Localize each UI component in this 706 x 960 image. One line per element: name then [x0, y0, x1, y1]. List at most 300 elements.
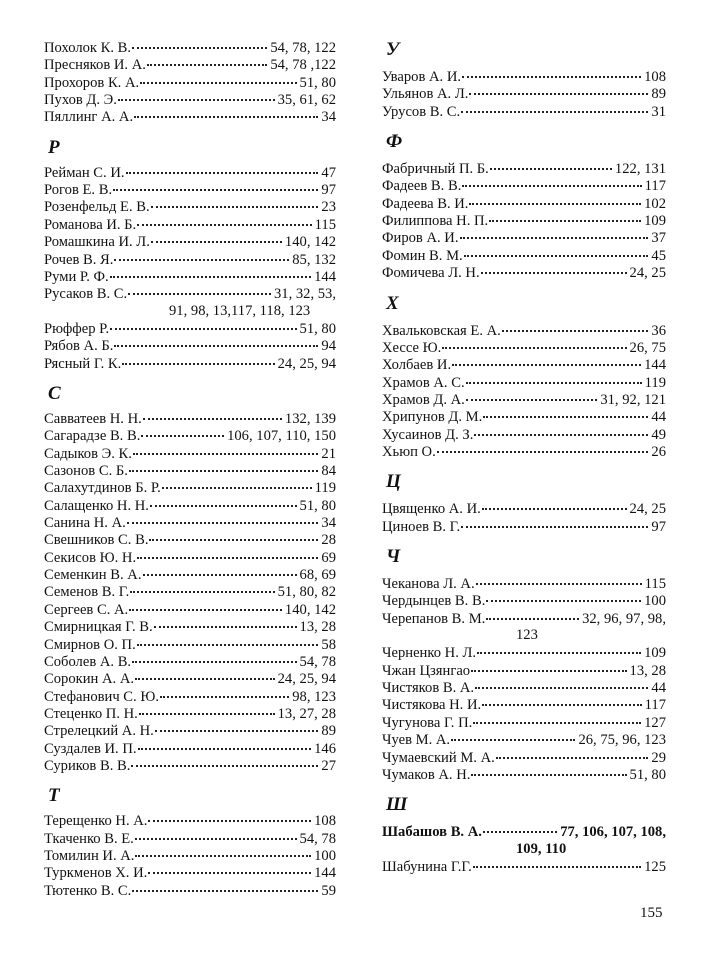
entry-pages: 125: [644, 858, 666, 875]
entry-pages: 77, 106, 107, 108,: [560, 824, 666, 841]
index-entry: [44, 566, 336, 584]
entry-pages: 108: [644, 69, 666, 85]
index-entry: [382, 85, 666, 103]
dot-leader: [139, 705, 275, 715]
dot-leader: [477, 644, 641, 654]
index-entry: [44, 320, 336, 338]
entry-pages: 13, 27, 28: [277, 705, 336, 722]
entry-name: Рейман С. И.: [44, 164, 125, 181]
entry-pages: 21: [321, 445, 336, 462]
entry-pages: 106, 107, 110, 150: [227, 428, 336, 445]
entry-name: Розенфельд Е. В.: [44, 199, 150, 216]
entry-name: Хьюп О.: [382, 443, 436, 460]
entry-pages: 31: [651, 103, 666, 120]
entry-pages: 26, 75: [629, 339, 666, 356]
dot-leader: [130, 583, 274, 593]
index-entry: [44, 427, 336, 445]
entry-name: Шабунина Г.Г.: [382, 858, 472, 875]
entry-name: Санина Н. А.: [44, 515, 126, 532]
entry-pages: 54, 78 ,122: [270, 57, 336, 74]
entry-pages: 84: [321, 463, 336, 479]
entry-pages: 54, 78: [299, 830, 336, 847]
entry-name: Хвальковская Е. А.: [382, 322, 501, 339]
dot-leader: [476, 575, 642, 585]
entry-name: Стеценко П. Н.: [44, 705, 138, 722]
entry-name: Чистякова Н. И.: [382, 697, 482, 714]
entry-name: Уваров А. И.: [382, 69, 462, 85]
entry-pages: 51, 80: [629, 766, 666, 783]
entry-pages: 117: [644, 178, 666, 195]
index-entry: [44, 812, 336, 830]
entry-name: Рогов Е. В.: [44, 182, 113, 199]
index-entry: [382, 103, 666, 121]
entry-pages: 69: [321, 549, 336, 566]
dot-leader: [151, 198, 319, 208]
dot-leader: [490, 160, 612, 170]
entry-name: Пяллинг А. А.: [44, 109, 134, 126]
entry-pages: 119: [644, 374, 666, 391]
entry-name: Свешников С. В.: [44, 532, 149, 549]
entry-pages: 140, 142: [284, 234, 336, 251]
entry-name: Храмов А. С.: [382, 374, 465, 391]
index-entry: [44, 864, 336, 882]
entry-pages: 127: [644, 714, 666, 731]
dot-leader: [483, 408, 648, 418]
entry-name: Ткаченко В. Е.: [44, 830, 134, 847]
dot-leader: [160, 688, 289, 698]
dot-leader: [451, 731, 575, 741]
index-entry: [382, 858, 666, 876]
entry-name: Савватеев Н. Н.: [44, 410, 142, 427]
entry-name: Семенкин В. А.: [44, 567, 142, 584]
entry-name: Соболев А. В.: [44, 653, 132, 670]
entry-pages: 100: [314, 848, 336, 864]
dot-leader: [482, 500, 627, 510]
dot-leader: [469, 195, 641, 205]
index-entry: [44, 740, 336, 758]
index-entry: [44, 757, 336, 775]
entry-pages: 23: [321, 199, 336, 216]
dot-leader: [114, 251, 289, 261]
entry-pages: 146: [314, 740, 336, 757]
dot-leader: [149, 531, 318, 541]
index-entry: [44, 705, 336, 723]
dot-leader: [502, 322, 649, 332]
entry-name: Ульянов А. Л.: [382, 86, 469, 103]
entry-name: Чжан Цзянгао: [382, 662, 471, 679]
entry-pages: 97: [321, 182, 336, 199]
dot-leader: [128, 285, 271, 295]
dot-leader: [126, 164, 319, 174]
section-letter: Р: [48, 136, 60, 158]
section-letter: У: [386, 39, 400, 60]
entry-pages: 29: [651, 749, 666, 766]
dot-leader: [464, 247, 649, 257]
section-letter: Х: [386, 292, 399, 314]
index-entry: [44, 601, 336, 619]
dot-leader: [137, 216, 311, 226]
dot-leader: [110, 268, 311, 278]
index-entry: [382, 229, 666, 247]
dot-leader: [135, 847, 311, 857]
dot-leader: [129, 601, 282, 611]
entry-name: Томилин И. А.: [44, 848, 135, 864]
index-entry: [44, 410, 336, 428]
entry-name: Смирницкая Г. В.: [44, 619, 153, 636]
entry-pages: 109: [644, 213, 666, 230]
index-entry: [44, 847, 336, 865]
entry-name: Чумаков А. Н.: [382, 766, 471, 783]
entry-name: Пресняков И. А.: [44, 57, 146, 74]
index-entry: [44, 285, 336, 303]
index-entry: [44, 251, 336, 269]
dot-leader: [489, 212, 641, 222]
index-entry: [44, 337, 336, 355]
index-entry: [44, 268, 336, 286]
index-entry: [44, 549, 336, 567]
entry-pages: 24, 25: [629, 501, 666, 518]
index-entry: [382, 264, 666, 282]
index-entry: [44, 830, 336, 848]
entry-pages: 54, 78: [299, 653, 336, 670]
dot-leader: [143, 410, 282, 420]
entry-name: Сазонов С. Б.: [44, 463, 128, 479]
index-entry: [382, 212, 666, 230]
entry-name: Шабашов В. А.: [382, 824, 482, 841]
entry-pages: 34: [321, 515, 336, 532]
entry-name: Фомичева Л. Н.: [382, 265, 480, 282]
entry-name: Рюффер Р.: [44, 320, 110, 337]
dot-leader: [466, 391, 598, 401]
dot-leader: [135, 830, 297, 840]
entry-pages: 117: [644, 697, 666, 714]
dot-leader: [127, 514, 319, 524]
dot-leader: [114, 337, 318, 347]
entry-name: Рябов А. Б.: [44, 338, 114, 355]
entry-name: Ромашкина И. Л.: [44, 234, 150, 251]
entry-pages: 85, 132: [292, 251, 336, 268]
entry-name: Фабричный П. Б.: [382, 161, 489, 178]
index-entry: [382, 322, 666, 340]
entry-pages: 94: [321, 338, 336, 355]
entry-name: Хрипунов Д. М.: [382, 409, 483, 426]
index-entry: [44, 233, 336, 251]
index-entry: [44, 181, 336, 199]
page-number: 155: [640, 905, 663, 921]
index-entry: [382, 339, 666, 357]
index-entry: [44, 479, 336, 497]
entry-pages: 36: [651, 322, 666, 339]
entry-pages: 89: [321, 723, 336, 740]
entry-pages: 47: [321, 164, 336, 181]
dot-leader: [473, 858, 641, 868]
entry-pages: 51, 80: [299, 74, 336, 91]
entry-pages: 24, 25: [629, 265, 666, 282]
entry-name: Суздалев И. П.: [44, 740, 137, 757]
entry-pages: 31, 92, 121: [600, 391, 666, 408]
index-entry: [382, 500, 666, 518]
index-entry: [44, 531, 336, 549]
entry-pages: 27: [321, 757, 336, 774]
entry-name: Фиров А. И.: [382, 230, 459, 247]
dot-leader: [154, 618, 297, 628]
dot-leader: [462, 177, 641, 187]
entry-name: Чумаевский М. А.: [382, 749, 495, 766]
entry-pages-continuation: 109, 110: [516, 840, 567, 857]
entry-name: Чердынцев В. В.: [382, 593, 486, 610]
dot-leader: [474, 426, 648, 436]
dot-leader: [129, 462, 319, 472]
dot-leader: [118, 91, 275, 101]
index-entry: [44, 216, 336, 234]
index-entry: [382, 644, 666, 662]
index-entry: [382, 662, 666, 680]
entry-pages: 59: [321, 882, 336, 899]
entry-pages: 34: [321, 109, 336, 126]
dot-leader: [481, 264, 627, 274]
dot-leader: [486, 610, 579, 620]
entry-pages: 49: [651, 426, 666, 443]
entry-name: Сагарадзе В. В.: [44, 428, 141, 445]
entry-pages: 108: [314, 813, 336, 830]
index-entry: [382, 391, 666, 409]
index-entry: [382, 714, 666, 732]
entry-pages: 51, 80, 82: [277, 584, 336, 601]
entry-pages: 37: [651, 230, 666, 247]
entry-name: Секисов Ю. Н.: [44, 549, 137, 566]
entry-name: Храмов Д. А.: [382, 391, 465, 408]
dot-leader: [461, 518, 648, 528]
index-entry: [44, 514, 336, 532]
entry-pages: 144: [644, 357, 666, 374]
dot-leader: [482, 696, 641, 706]
index-entry: [382, 408, 666, 426]
section-letter: Ц: [386, 471, 401, 493]
entry-name: Руми Р. Ф.: [44, 268, 109, 285]
dot-leader: [110, 320, 296, 330]
entry-name: Тютенко В. С.: [44, 882, 132, 899]
dot-leader: [473, 714, 641, 724]
entry-pages: 115: [644, 576, 666, 592]
entry-pages: 26, 75, 96, 123: [578, 732, 666, 749]
index-entry: [44, 91, 336, 109]
index-entry: [382, 374, 666, 392]
section-letter: Ч: [386, 546, 401, 567]
index-entry: [44, 56, 336, 74]
dot-leader: [134, 108, 318, 118]
dot-leader: [133, 445, 318, 455]
index-entry: [44, 583, 336, 601]
index-entry: [382, 766, 666, 784]
dot-leader: [148, 864, 311, 874]
entry-pages: 28: [321, 532, 336, 549]
entry-name: Русаков В. С.: [44, 286, 128, 303]
dot-leader: [137, 636, 319, 646]
entry-name: Туркменов Х. И.: [44, 865, 148, 882]
dot-leader: [150, 497, 297, 507]
entry-pages: 44: [651, 409, 666, 426]
dot-leader: [138, 740, 312, 750]
entry-pages-continuation: 91, 98, 13,117, 118, 123: [169, 302, 311, 319]
entry-pages: 51, 80: [299, 320, 336, 337]
dot-leader: [155, 722, 319, 732]
dot-leader: [483, 823, 557, 833]
entry-name: Циноев В. Г.: [382, 518, 461, 535]
index-entry: [382, 592, 666, 610]
index-entry: [382, 731, 666, 749]
index-entry: [44, 653, 336, 671]
entry-pages: 115: [314, 216, 336, 233]
dot-leader: [471, 662, 626, 672]
dot-leader: [437, 443, 649, 453]
dot-leader: [486, 592, 641, 602]
index-entry: [44, 722, 336, 740]
dot-leader: [151, 233, 282, 243]
entry-pages: 97: [651, 518, 666, 535]
index-entry: [44, 74, 336, 92]
entry-name: Фомин В. М.: [382, 247, 463, 264]
entry-pages: 144: [314, 865, 336, 882]
entry-name: Чистяков В. А.: [382, 680, 475, 697]
dot-leader: [475, 679, 648, 689]
dot-leader: [141, 427, 224, 437]
entry-pages: 44: [651, 680, 666, 697]
entry-name: Фадеев В. В.: [382, 178, 462, 195]
index-entry: [44, 355, 336, 373]
entry-pages: 109: [644, 645, 666, 662]
entry-name: Садыков Э. К.: [44, 445, 132, 462]
index-entry: [382, 426, 666, 444]
index-entry: [382, 68, 666, 86]
index-entry: [382, 696, 666, 714]
dot-leader: [140, 74, 296, 84]
dot-leader: [148, 812, 311, 822]
entry-name: Черепанов В. М.: [382, 610, 486, 627]
dot-leader: [147, 56, 267, 66]
entry-name: Фадеева В. И.: [382, 195, 469, 212]
section-letter: Ф: [386, 131, 403, 153]
entry-pages: 140, 142: [284, 601, 336, 618]
entry-name: Терещенко Н. А.: [44, 813, 148, 830]
index-entry: [382, 679, 666, 697]
section-letter: Т: [48, 785, 60, 807]
dot-leader: [461, 103, 648, 113]
entry-pages: 26: [651, 443, 666, 460]
dot-leader: [132, 39, 267, 49]
entry-pages: 31, 32, 53,: [273, 286, 336, 303]
index-entry: [44, 670, 336, 688]
entry-pages: 100: [644, 593, 666, 610]
index-entry: [382, 749, 666, 767]
dot-leader: [466, 374, 642, 384]
index-entry: [382, 518, 666, 536]
index-entry: [382, 610, 666, 628]
index-entry: [44, 688, 336, 706]
entry-name: Пухов Д. Э.: [44, 92, 117, 109]
index-entry: [44, 618, 336, 636]
index-entry: [382, 356, 666, 374]
index-entry: [44, 164, 336, 182]
dot-leader: [113, 181, 318, 191]
entry-name: Прохоров К. А.: [44, 74, 140, 91]
index-entry: [382, 443, 666, 461]
entry-pages: 132, 139: [284, 410, 336, 427]
dot-leader: [132, 653, 296, 663]
entry-name: Холбаев И.: [382, 357, 452, 374]
section-letter: Ш: [386, 794, 408, 816]
index-entry: [44, 108, 336, 126]
entry-name: Цвященко А. И.: [382, 501, 481, 518]
entry-name: Суриков В. В.: [44, 757, 131, 774]
entry-name: Филиппова Н. П.: [382, 213, 489, 230]
entry-name: Чугунова Г. П.: [382, 714, 473, 731]
entry-pages: 144: [314, 268, 336, 285]
entry-pages: 98, 123: [292, 688, 336, 705]
entry-pages: 32, 96, 97, 98,: [582, 610, 666, 627]
index-entry: [44, 497, 336, 515]
index-entry: [44, 882, 336, 900]
entry-pages: 24, 25, 94: [277, 355, 336, 372]
dot-leader: [471, 766, 626, 776]
dot-leader: [131, 757, 318, 767]
entry-pages: 122, 131: [614, 161, 666, 178]
entry-pages: 51, 80: [299, 497, 336, 514]
index-entry: [382, 575, 666, 593]
entry-pages: 102: [644, 195, 666, 212]
entry-name: Черненко Н. Л.: [382, 645, 477, 662]
dot-leader: [462, 68, 641, 78]
index-entry: [382, 823, 666, 841]
dot-leader: [496, 749, 649, 759]
entry-name: Хессе Ю.: [382, 339, 442, 356]
index-entry: [44, 39, 336, 57]
index-entry: [382, 195, 666, 213]
dot-leader: [122, 355, 274, 365]
entry-name: Рясный Г. К.: [44, 355, 122, 372]
entry-name: Стефанович С. Ю.: [44, 688, 159, 705]
dot-leader: [442, 339, 626, 349]
dot-leader: [460, 229, 649, 239]
entry-name: Смирнов О. П.: [44, 636, 136, 653]
entry-pages: 35, 61, 62: [277, 92, 336, 109]
entry-name: Рочев В. Я.: [44, 251, 114, 268]
dot-leader: [143, 566, 297, 576]
entry-pages: 58: [321, 636, 336, 653]
entry-pages: 89: [651, 86, 666, 103]
entry-pages: 54, 78, 122: [270, 40, 336, 56]
entry-pages: 24, 25, 94: [277, 671, 336, 688]
dot-leader: [135, 670, 275, 680]
dot-leader: [469, 85, 648, 95]
entry-pages: 13, 28: [629, 662, 666, 679]
dot-leader: [137, 549, 318, 559]
entry-name: Хусаинов Д. З.: [382, 426, 474, 443]
entry-name: Салащенко Н. Н.: [44, 497, 149, 514]
entry-pages-continuation: 123: [516, 627, 538, 644]
entry-name: Семенов В. Г.: [44, 584, 130, 601]
index-entry: [382, 160, 666, 178]
index-entry: [44, 636, 336, 654]
index-entry: [44, 445, 336, 463]
entry-name: Салахутдинов Б. Р.: [44, 480, 161, 497]
dot-leader: [132, 882, 318, 892]
entry-name: Стрелецкий А. Н.: [44, 723, 154, 740]
entry-name: Чуев М. А.: [382, 732, 451, 749]
entry-pages: 68, 69: [299, 567, 336, 584]
dot-leader: [162, 479, 312, 489]
section-letter: С: [48, 382, 61, 404]
index-entry: [382, 177, 666, 195]
